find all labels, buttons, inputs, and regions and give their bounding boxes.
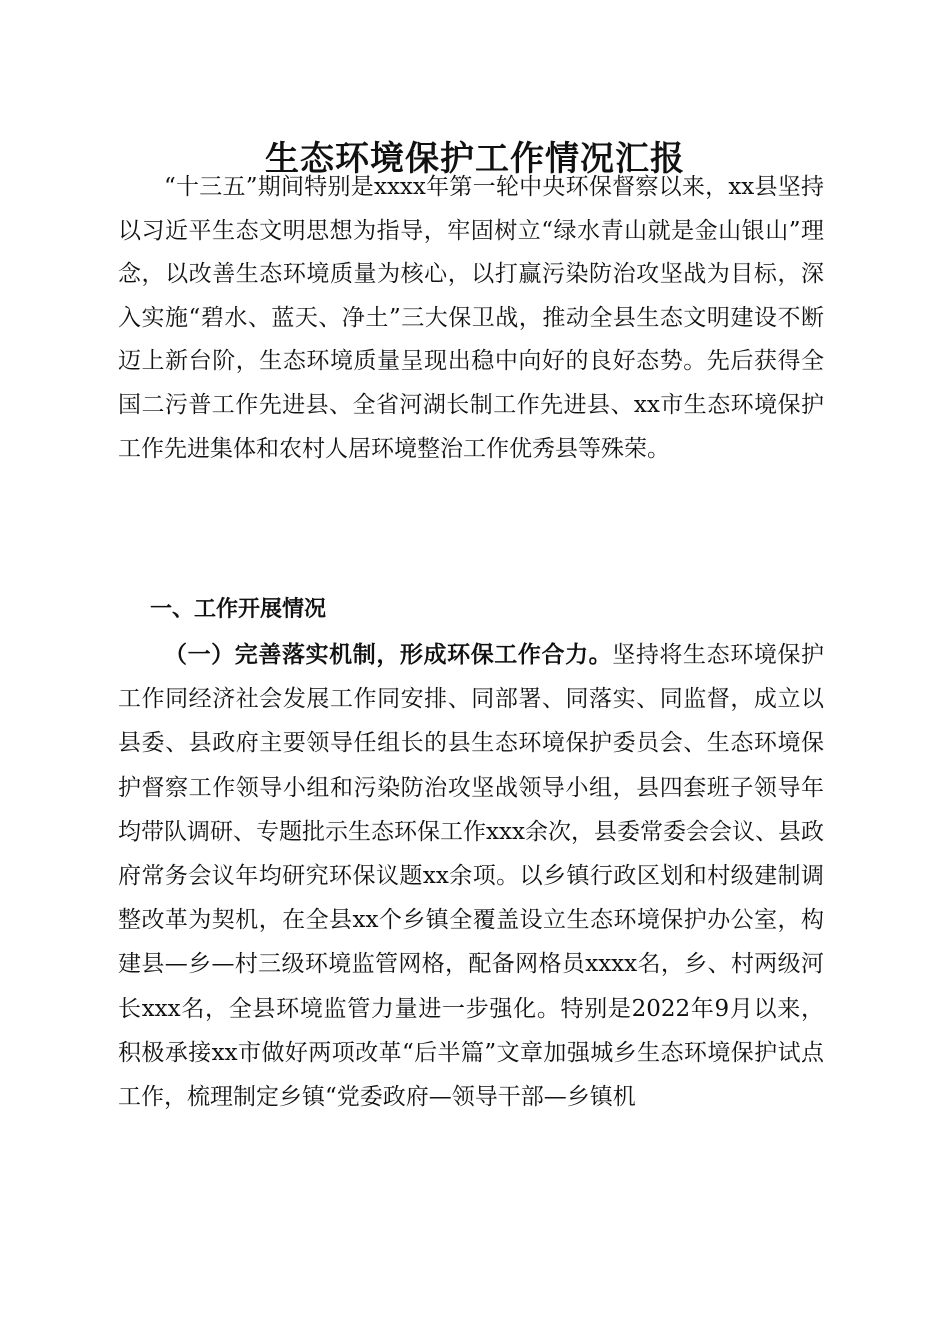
subsection-paragraph-mechanism [118, 633, 824, 1119]
section-heading-work-progress: 一、工作开展情况 [150, 597, 327, 622]
subsection-body: 坚持将生态环境保护工作同经济社会发展工作同安排、同部署、同落实、同监督，成立以县委、县政府主要领导任组长的县生态环境保护委员会、生态环境保护督察工作领导小组和污染防治攻坚战领导小组，县四套班子领导年均带队调研、专题批示生态环保工作xxx余次，县委常委会会议、县政府常务会议年均研究环保议题xx余项。以乡镇行政区划和村级建制调整改革为契机，在全县xx个乡镇全覆盖设立生态环境保护办公室，构建县—乡—村三级环境监管网格，配备网格员xxxx名，乡、村两级河长xxx名，全县环境监管力量进一步强化。特别是2022年9月以来，积极承接xx市做好两项改革“后半篇”文章加强城乡生态环境保护试点工作，梳理制定乡镇“党委政府—领导干部—乡镇机 [118, 642, 825, 1111]
intro-paragraph: “十三五”期间特别是xxxx年第一轮中央环保督察以来，xx县坚持以习近平生态文明思想为指导，牢固树立“绿水青山就是金山银山”理念，以改善生态环境质量为核心，以打赢污染防治攻坚战为目标，深入实施“碧水、蓝天、净土”三大保卫战，推动全县生态文明建设不断迈上新台阶，生态环境质量呈现出稳中向好的良好态势。先后获得全国二污普工作先进县、全省河湖长制工作先进县、xx市生态环境保护工作先进集体和农村人居环境整治工作优秀县等殊荣。 [118, 174, 824, 462]
subsection-lead: （一）完善落实机制，形成环保工作合力。 [164, 641, 613, 668]
document-title: 生态环境保护工作情况汇报 [265, 139, 685, 179]
